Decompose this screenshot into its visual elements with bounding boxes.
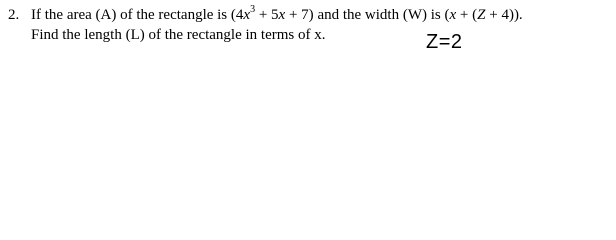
question-instruction: Find the length (L) of the rectangle in terms of x. xyxy=(31,27,326,43)
handwritten-note: Z=2 xyxy=(426,31,463,53)
area-exponent: 3 xyxy=(250,4,256,15)
question-stem xyxy=(31,6,523,25)
area-expression: $(4x^3 + 5x + 7)$ xyxy=(230,4,314,23)
width-expression: (x + (Z + 4)). xyxy=(444,7,523,23)
question-number: 2. xyxy=(8,7,20,23)
stem-prefix: If the area (A) of the rectangle is xyxy=(31,7,231,23)
stem-middle: and the width (W) is xyxy=(313,7,445,23)
